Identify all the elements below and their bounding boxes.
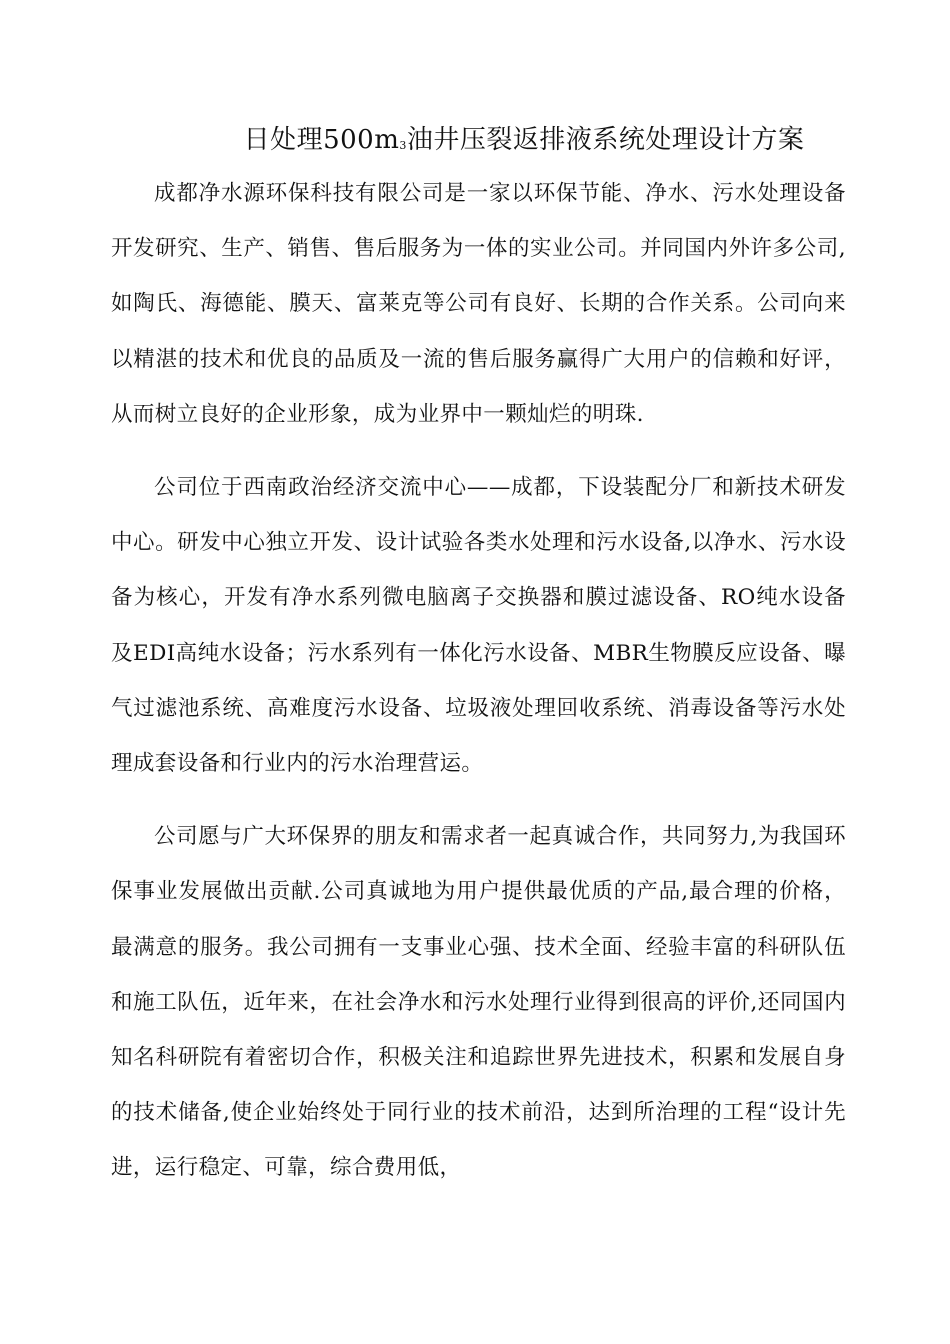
document-body xyxy=(111,166,846,1196)
paragraph-company-intro: 成都净水源环保科技有限公司是一家以环保节能、净水、污水处理设备开发研究、生产、销售、售后服务为一体的实业公司。并同国内外许多公司,如陶氏、海德能、膜天、富莱克等公司有良好、长期的合作关系。公司向来以精湛的技术和优良的品质及一流的售后服务赢得广大用户的信赖和好评，从而树立良好的企业形象，成为业界中一颗灿烂的明珠. xyxy=(111,181,846,427)
paragraph-company-commitment: 公司愿与广大环保界的朋友和需求者一起真诚合作，共同努力,为我国环保事业发展做出贡献.公司真诚地为用户提供最优质的产品,最合理的价格，最满意的服务。我公司拥有一支事业心强、技术全面、经验丰富的科研队伍和施工队伍，近年来，在社会净水和污水处理行业得到很高的评价,还同国内知名科研院有着密切合作，积极关注和追踪世界先进技术，积累和发展自身的技术储备,使企业始终处于同行业的技术前沿，达到所治理的工程“设计先进，运行稳定、可靠，综合费用低， xyxy=(111,824,846,1181)
document-title xyxy=(0,120,950,165)
title-prefix: 日处理500m xyxy=(243,125,400,155)
title-suffix: 油井压裂返排液系统处理设计方案 xyxy=(406,125,805,155)
title-unit-superscript: 3 xyxy=(399,139,407,152)
paragraph-company-location: 公司位于西南政治经济交流中心——成都，下设装配分厂和新技术研发中心。研发中心独立开发、设计试验各类水处理和污水设备,以净水、污水设备为核心，开发有净水系列微电脑离子交换器和膜过滤设备、RO纯水设备及EDI高纯水设备；污水系列有一体化污水设备、MBR生物膜反应设备、曝气过滤池系统、高难度污水设备、垃圾液处理回收系统、消毒设备等污水处理成套设备和行业内的污水治理营运。 xyxy=(111,475,846,777)
